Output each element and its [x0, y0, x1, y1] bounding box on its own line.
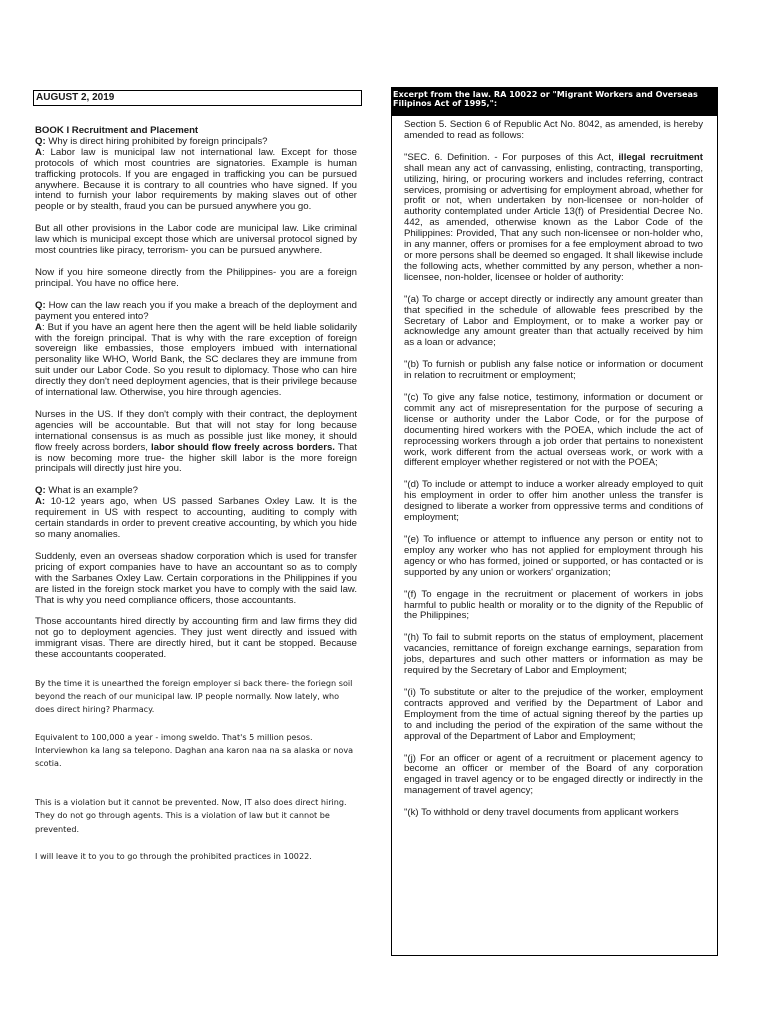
- question-label: Q:: [35, 135, 46, 147]
- law-item-k: "(k) To withhold or deny travel documents from applicant workers: [404, 807, 679, 819]
- law-item-j: "(j) For an officer or agent of a recruitment or placement agency to become an officer or member of the Board of any corporation engaged in travel agency or to be engaged directly or indirectly in the management of travel agency;: [404, 752, 703, 797]
- note-salary: Equivalent to 100,000 a year - imong sweldo. That's 5 million pesos. Interviewhon ka lang sa telepono. Daghan ana karon naa na sa alaska or nova scotia.: [35, 731, 354, 769]
- definition-text-2: shall mean any act of canvassing, enlisting, contracting, transporting, utilizing, hiring, or procuring workers and includes referring, contract services, promising or advertising for employment abroad, whether for profit or not, when undertaken by non-licensee or non-holder of authority contemplated under Article 13(f) of Presidential Decree No. 442, as amended, otherwise known as the Labor Code of the Philippines: Provided, That any such non-licensee or non-holder who, in any manner, offers or promises for a fee employment abroad to two or more persons shall be deemed so engaged. It shall likewise include the following acts, whether committed by any person, whether a non-licensee, non-holder, licensee or holder of authority:: [404, 162, 703, 283]
- qa-block-3: [35, 486, 357, 541]
- law-item-h: "(h) To fail to submit reports on the status of employment, placement vacancies, remittance of foreign exchange earnings, separation from jobs, departures and such other matters or information as may be required by the Secretary of Labor and Employment;: [404, 632, 703, 677]
- law-item-b: "(b) To furnish or publish any false notice or information or document in relation to recruitment or employment;: [404, 359, 703, 382]
- paragraph-nurses: [35, 410, 357, 475]
- answer-text: : But if you have an agent here then the agent will be held liable solidarily with the foreign principal. That is why with the rare exception of foreign sovereign like embassies, those employers imbued with international personality like WHO, World Bank, the SC declares they are immune from suit under our Labor Code. So you result to diplomacy. Those who can hire directly they don't need deployment agencies, that is their privilege because of international law. Otherwise, you hire through agencies.: [35, 321, 357, 399]
- answer-label: A: [35, 146, 42, 158]
- note-prohibited-practices: I will leave it to you to go through the prohibited practices in 10022.: [35, 850, 312, 861]
- answer-label: A:: [35, 496, 46, 508]
- answer-label: A: [35, 321, 42, 333]
- law-item-f: "(f) To engage in the recruitment or placement of workers in jobs harmful to public health or morality or to the dignity of the Republic of the Philippines;: [404, 588, 703, 622]
- illegal-recruitment-term: illegal recruitment: [618, 151, 703, 163]
- paragraph-accountants: Those accountants hired directly by accounting firm and law firms they did not go to deployment agencies. They just went directly and issued with immigrant visas. There are directly hired, but it cant be stopped. Because these accountants cooperated.: [35, 616, 357, 661]
- law-item-d: "(d) To include or attempt to induce a worker already employed to quit his employment in order to offer him another unless the transfer is designed to liberate a worker from oppressive terms and conditions of employment;: [404, 479, 703, 524]
- question-label: Q:: [35, 485, 46, 497]
- law-excerpt-box: [391, 116, 718, 956]
- qa-block-1: [35, 137, 357, 213]
- note-foreign-employer: By the time it is unearthed the foreign employer si back there- the foriegn soil beyond the reach of our municipal law. IP people normally. Now lately, who does direct hiring? Pharmacy.: [35, 678, 353, 715]
- qa-block-2: [35, 301, 357, 399]
- law-item-c: "(c) To give any false notice, testimony, information or document or commit any act of misrepresentation for the purpose of securing a license or authority under the Labor Code, or for the purpose of documenting hired workers with the POEA, which include the act of reprocessing workers through a job order that pertains to nonexistent work, work different from the actual overseas work, or work with a different employer whether registered or not with the POEA;: [404, 392, 703, 469]
- law-item-i: "(i) To substitute or alter to the prejudice of the worker, employment contracts approved and verified by the Department of Labor and Employment from the time of actual signing thereof by the parties up to and including the period of the expiration of the same without the approval of the Department of Labor and Employment;: [404, 686, 703, 742]
- law-item-a: "(a) To charge or accept directly or indirectly any amount greater than that specified in the schedule of allowable fees prescribed by the Secretary of Labor and Employment, or to make a worker pay or acknowledge any amount greater than that actually received by him as a loan or advance;: [404, 293, 703, 349]
- answer-text: : Labor law is municipal law not international law. Except for those protocols of which most countries are signatories. Example is human trafficking protocols. If you are engaged in trafficking you can be pursued anywhere. Because it is contrary to all countries who have signed. If you intend to furnish your labor requirements by making slaves out of other people or by stealth, fraud you can be pursued anywhere you go.: [35, 146, 357, 213]
- nurses-text-2: That is now becoming more true- the higher skill labor is the more foreign principals will directly just hire you.: [35, 441, 357, 475]
- excerpt-title-bar: Excerpt from the law. RA 10022 or "Migrant Workers and Overseas Filipinos Act of 1995,":: [391, 87, 718, 116]
- paragraph-direct-hire: Now if you hire someone directly from the Philippines- you are a foreign principal. You have no office here.: [35, 266, 357, 289]
- nurses-text-1: Nurses in the US. If they don't comply with their contract, the deployment agencies will be accountable. But that will not stay for long because international consensus is as much as possible just like money, it should flow freely across borders,: [35, 408, 357, 453]
- question-label: Q:: [35, 299, 46, 311]
- book-title: BOOK I Recruitment and Placement: [35, 125, 199, 136]
- question-text: How can the law reach you if you make a breach of the deployment and payment you entered into?: [35, 299, 357, 322]
- section-5-text: Section 5. Section 6 of Republic Act No. 8042, as amended, is hereby amended to read as follows:: [404, 119, 703, 141]
- nurses-bold-text: labor should flow freely across borders.: [150, 441, 335, 453]
- paragraph-municipal-law: But all other provisions in the Labor code are municipal law. Like criminal law which is municipal except those which are universal protocol signed by most countries like piracy, terrorism- you can be pursued anywhere.: [35, 223, 357, 257]
- law-item-e: "(e) To influence or attempt to influence any person or entity not to employ any worker who has not applied for employment through his agency or who has formed, joined or supported, or has contacted or is supported by any union or workers' organization;: [404, 534, 703, 578]
- paragraph-shadow-corporation: Suddenly, even an overseas shadow corporation which is used for transfer pricing of export companies have to have an accountant so as to comply with the Sarbanes Oxley Law. Certain corporations in the Philippines if you are listed in the foreign stock market you have to comply with the said law. That is why you need compliance officers, those accountants.: [35, 550, 357, 606]
- date-heading: AUGUST 2, 2019: [33, 90, 362, 106]
- question-text: What is an example?: [45, 485, 138, 497]
- answer-text: 10-12 years ago, when US passed Sarbanes Oxley Law. It is the requirement in US with respect to accounting, auditing to comply with certain standards in order to prevent creative accounting, by which you hide so many anomalies.: [35, 496, 357, 540]
- definition-text-1: "SEC. 6. Definition. - For purposes of this Act,: [404, 151, 619, 163]
- note-violation: This is a violation but it cannot be prevented. Now, IT also does direct hiring. They do not go through agents. This is a violation of law but it cannot be prevented.: [35, 797, 347, 834]
- question-text: Why is direct hiring prohibited by foreign principals?: [45, 135, 268, 147]
- lecture-notes-column: [35, 126, 357, 863]
- section-6-definition: [404, 153, 703, 284]
